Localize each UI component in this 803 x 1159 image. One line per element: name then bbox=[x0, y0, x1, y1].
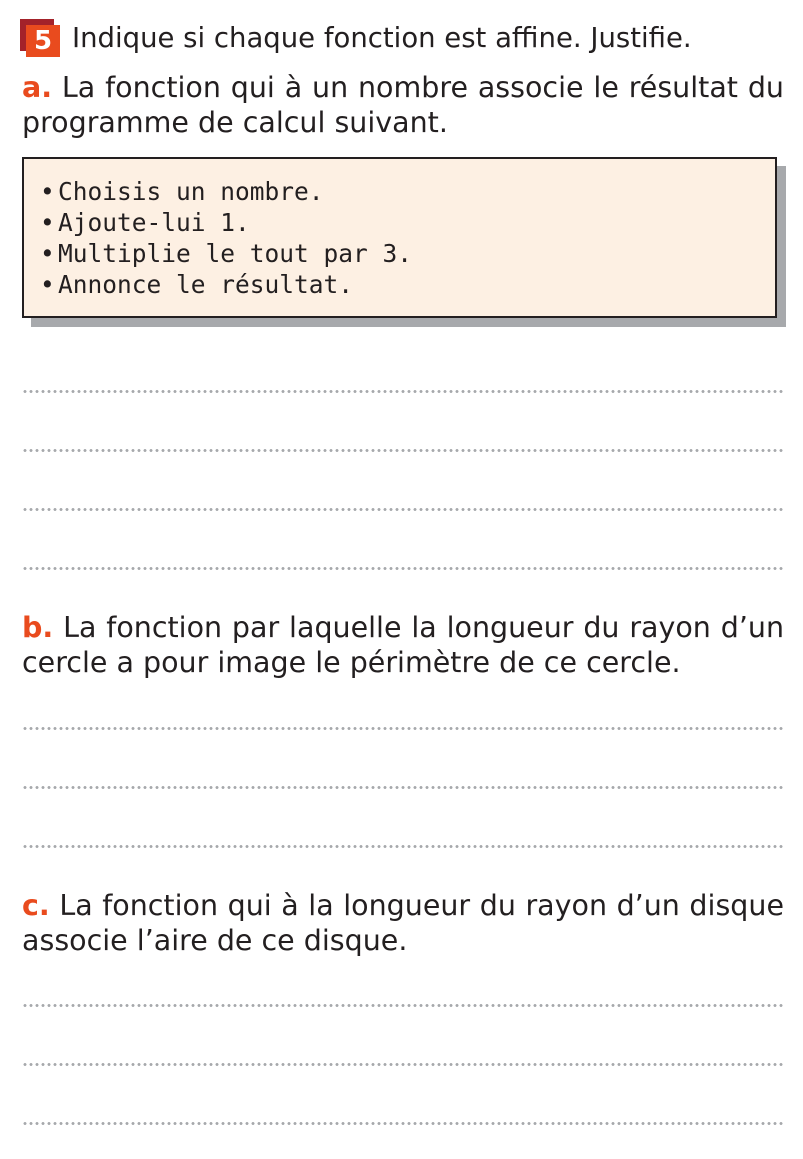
exercise-header bbox=[20, 18, 692, 58]
exercise-number-badge bbox=[20, 19, 60, 57]
answer-line-c-3[interactable] bbox=[22, 1122, 784, 1125]
answer-line-a-3[interactable] bbox=[22, 508, 784, 511]
bullet-icon: • bbox=[40, 239, 55, 268]
question-a-text: La fonction qui à un nombre associe le résultat du programme de calcul suivant. bbox=[22, 71, 784, 139]
answer-line-a-2[interactable] bbox=[22, 449, 784, 452]
answer-line-a-4[interactable] bbox=[22, 567, 784, 570]
exercise-number: 5 bbox=[26, 25, 60, 57]
question-b-letter: b. bbox=[22, 611, 54, 644]
answer-line-b-2[interactable] bbox=[22, 786, 784, 789]
program-step-text: Choisis un nombre. bbox=[58, 177, 324, 206]
question-a bbox=[22, 70, 784, 140]
question-c bbox=[22, 888, 784, 958]
program-steps-list bbox=[24, 159, 775, 300]
answer-line-c-2[interactable] bbox=[22, 1063, 784, 1066]
program-step-text: Annonce le résultat. bbox=[58, 270, 354, 299]
question-b bbox=[22, 610, 784, 680]
program-step bbox=[40, 207, 775, 238]
calculation-program-box bbox=[22, 157, 777, 318]
answer-line-b-3[interactable] bbox=[22, 845, 784, 848]
program-step bbox=[40, 269, 775, 300]
answer-line-c-1[interactable] bbox=[22, 1004, 784, 1007]
bullet-icon: • bbox=[40, 208, 55, 237]
exercise-instruction: Indique si chaque fonction est affine. Justifie. bbox=[72, 22, 692, 54]
answer-line-a-1[interactable] bbox=[22, 390, 784, 393]
question-c-letter: c. bbox=[22, 889, 50, 922]
program-step bbox=[40, 176, 775, 207]
program-step bbox=[40, 238, 775, 269]
program-step-text: Multiplie le tout par 3. bbox=[58, 239, 413, 268]
answer-line-b-1[interactable] bbox=[22, 727, 784, 730]
program-step-text: Ajoute-lui 1. bbox=[58, 208, 250, 237]
question-c-text: La fonction qui à la longueur du rayon d’un disque associe l’aire de ce disque. bbox=[22, 889, 784, 957]
question-a-letter: a. bbox=[22, 71, 53, 104]
bullet-icon: • bbox=[40, 270, 55, 299]
question-b-text: La fonction par laquelle la longueur du rayon d’un cercle a pour image le périmètre de ce cercle. bbox=[22, 611, 785, 679]
bullet-icon: • bbox=[40, 177, 55, 206]
